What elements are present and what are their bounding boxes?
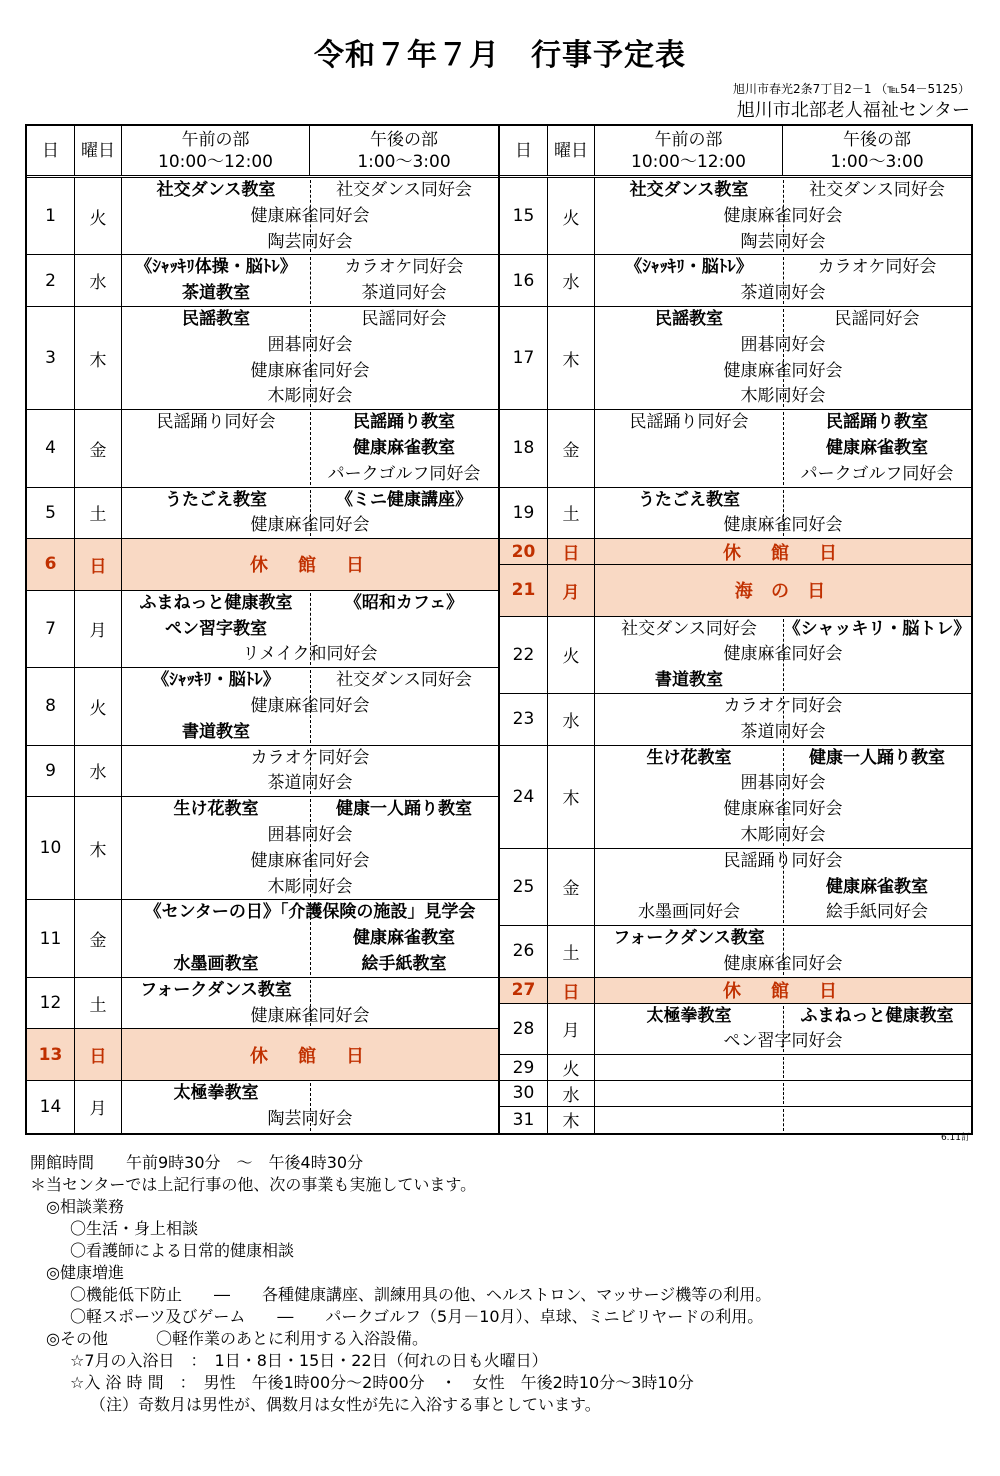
header-pm [310,126,498,175]
event-full: 囲碁同好会 [267,824,353,845]
weekday: 金 [75,900,122,976]
event-full: 陶芸同好会 [267,1108,353,1129]
event-pm: 社交ダンス同好会 [336,670,472,691]
event-pm: カラオケ同好会 [817,257,937,278]
day-number: 31 [500,1107,548,1133]
event-am: 水墨画同好会 [638,902,740,923]
event-full: 健康麻雀同好会 [250,515,370,536]
header-pm-time: 1:00～3:00 [357,151,451,172]
event-am: 社交ダンス教室 [156,180,276,200]
bath-note: （注）奇数月は男性が、偶数月は女性が先に入浴する事としています。 [90,1395,601,1414]
events-cell [122,307,498,409]
table-row [500,307,971,410]
bath-days: ☆7月の入浴日 ： 1日・8日・15日・22日（何れの日も火曜日） [70,1351,548,1370]
table-row [500,1081,971,1107]
events-cell [595,1107,971,1133]
page-title: 令和７年７月 行事予定表 [314,38,686,73]
day-number: 12 [27,978,75,1029]
header-weekday: 曜日 [548,126,595,175]
day-number: 20 [500,539,548,564]
event-full: 陶芸同好会 [740,231,826,252]
event-full: 民謡踊り同好会 [723,850,843,871]
weekday: 日 [548,539,595,564]
closed-day-row [500,539,971,565]
event-full: 茶道同好会 [267,773,353,794]
header-day: 日 [27,126,75,175]
day-number: 18 [500,410,548,486]
event-full: カラオケ同好会 [250,747,370,768]
event-am: ふまねっと健康教室 [139,592,293,613]
revision-note: 6.11訂 [940,1133,970,1143]
weekday: 水 [75,255,122,306]
closed-label: 休 館 日 [250,1045,370,1067]
event-full: 健康麻雀同好会 [723,515,843,536]
day-number: 11 [27,900,75,976]
event-full: 囲碁同好会 [740,334,826,355]
events-cell [595,488,971,539]
event-pm: 健康麻雀教室 [826,437,928,458]
table-row [27,178,498,255]
day-number: 10 [27,797,75,899]
am-pm-divider [783,1109,784,1131]
day-number: 4 [27,410,75,486]
events-cell [122,797,498,899]
day-number: 24 [500,746,548,848]
am-pm-divider [783,1057,784,1078]
schedule-table-left [25,124,500,1135]
weekday: 土 [75,978,122,1029]
health-item: 〇軽スポーツ及びゲーム ― パークゴルフ（5月－10月）、卓球、ミニビリヤードの利用。 [70,1307,764,1326]
table-row [27,591,498,668]
table-header [500,126,971,178]
weekday: 火 [548,617,595,693]
table-row [27,900,498,977]
event-am: 社交ダンス教室 [629,180,749,200]
events-cell [595,410,971,486]
header-am [595,126,783,175]
day-number: 6 [27,539,75,590]
events-cell [595,1004,971,1055]
day-number: 19 [500,488,548,539]
day-number: 2 [27,255,75,306]
event-pm: 茶道同好会 [361,283,447,304]
event-pm: 《昭和カフェ》 [344,592,464,613]
event-full: 茶道同好会 [740,721,826,742]
table-row [27,978,498,1030]
weekday: 木 [548,1107,595,1133]
events-cell [595,1081,971,1106]
events-cell [122,488,498,539]
day-number: 22 [500,617,548,693]
events-cell [595,926,971,977]
event-am: 書道教室 [182,721,250,742]
event-full: 《センターの日》「介護保険の施設」見学会 [144,902,476,923]
weekday: 水 [548,255,595,306]
event-am: うたごえ教室 [165,489,267,510]
event-full: 茶道同好会 [740,283,826,304]
event-pm: 民謡同好会 [361,309,447,329]
day-number: 21 [500,565,548,616]
event-pm: 健康麻雀教室 [826,876,928,897]
header-weekday: 曜日 [75,126,122,175]
weekday: 日 [75,539,122,590]
day-number: 28 [500,1004,548,1055]
table-row [27,1081,498,1133]
table-body [27,178,498,1133]
events-cell [122,668,498,744]
table-row [27,668,498,745]
weekday: 金 [548,410,595,486]
table-row [500,410,971,487]
table-row [500,849,971,926]
event-am: 《ｼｬｯｷﾘ・脳ﾄﾚ》 [152,670,280,691]
table-body [500,178,971,1133]
event-pm: 民謡同好会 [834,309,920,329]
event-am: 生け花教室 [646,747,732,768]
am-pm-divider [783,1083,784,1104]
closed-label: 休 館 日 [723,981,843,1003]
event-am: 生け花教室 [173,799,259,820]
events-cell [595,539,971,564]
consult-item: 〇看護師による日常的健康相談 [70,1241,295,1260]
bath-times: ☆入 浴 時 間 ： 男性 午後1時00分～2時00分 ・ 女性 午後2時10分～3時10分 [70,1373,694,1392]
events-cell [122,978,498,1029]
day-number: 29 [500,1055,548,1080]
weekday: 土 [548,926,595,977]
event-pm: 健康麻雀教室 [353,928,455,949]
table-row [27,746,498,798]
event-pm: 民謡踊り教室 [826,412,928,433]
event-pm: 民謡踊り教室 [353,412,455,433]
weekday: 木 [75,307,122,409]
event-full: ペン習字同好会 [723,1031,843,1052]
event-full: カラオケ同好会 [723,696,843,716]
event-full: 囲碁同好会 [740,773,826,794]
events-cell [122,746,498,797]
event-full: 健康麻雀同好会 [723,644,843,665]
day-number: 25 [500,849,548,925]
closed-label: 休 館 日 [723,542,843,564]
weekday: 木 [548,746,595,848]
event-full: 健康麻雀同好会 [250,1005,370,1026]
event-am: 《ｼｬｯｷﾘ体操・脳ﾄﾚ》 [135,257,297,278]
event-pm: カラオケ同好会 [344,257,464,278]
table-row [500,1107,971,1133]
address: 旭川市春光2条7丁目2－1 （℡54－5125） [732,82,970,96]
event-full: 健康麻雀同好会 [723,953,843,974]
table-row [27,410,498,487]
weekday: 土 [548,488,595,539]
table-row [500,1004,971,1056]
consult-item: 〇生活・身上相談 [70,1219,199,1238]
closed-day-row [27,539,498,591]
event-full: 健康麻雀同好会 [723,205,843,226]
notes-section [30,1152,970,1416]
event-pm: パークゴルフ同好会 [800,463,954,484]
table-row [500,926,971,978]
day-number: 17 [500,307,548,409]
table-row [27,488,498,540]
events-cell [122,1029,498,1080]
header-pm [783,126,971,175]
day-number: 13 [27,1029,75,1080]
opening-hours: 開館時間 午前9時30分 ～ 午後4時30分 [30,1153,364,1172]
weekday: 日 [548,978,595,1003]
header-am [122,126,310,175]
event-am: 水墨画教室 [173,953,259,974]
event-am: 民謡教室 [655,309,723,329]
closed-day-row [500,978,971,1004]
table-row [500,488,971,540]
day-number: 23 [500,694,548,745]
event-am: 《ｼｬｯｷﾘ・脳ﾄﾚ》 [625,257,753,278]
events-cell [595,1055,971,1080]
day-number: 5 [27,488,75,539]
other-title: ◎その他 〇軽作業のあとに利用する入浴設備。 [46,1329,428,1348]
events-cell [595,178,971,254]
event-pm: ふまねっと健康教室 [800,1005,954,1026]
event-full: 健康麻雀同好会 [723,799,843,820]
day-number: 3 [27,307,75,409]
event-pm: 絵手紙同好会 [826,902,928,923]
event-am: フォークダンス教室 [140,979,292,1000]
table-row [500,694,971,746]
event-am: 書道教室 [655,670,723,691]
event-full: 木彫同好会 [740,824,826,845]
events-cell [122,539,498,590]
event-am: 社交ダンス同好会 [621,618,757,639]
table-row [27,307,498,410]
day-number: 15 [500,178,548,254]
day-number: 27 [500,978,548,1003]
day-number: 8 [27,668,75,744]
event-am: フォークダンス教室 [613,928,765,949]
header-am-title: 午前の部 [181,129,250,150]
event-am: うたごえ教室 [638,489,740,510]
event-am: ペン習字教室 [165,618,267,639]
notes-intro: ＊当センターでは上記行事の他、次の事業も実施しています。 [30,1175,477,1194]
organization-name: 旭川市北部老人福祉センター [736,100,970,121]
event-pm: 絵手紙教室 [361,953,447,974]
events-cell [595,565,971,616]
events-cell [122,591,498,667]
header-am-time: 10:00～12:00 [631,151,746,172]
event-am: 民謡教室 [182,309,250,329]
events-cell [595,746,971,848]
event-am: 太極拳教室 [173,1083,259,1103]
table-row [500,1055,971,1081]
header-am-time: 10:00～12:00 [158,151,273,172]
schedule-table-right [498,124,973,1135]
weekday: 金 [548,849,595,925]
table-row [500,178,971,255]
event-am: 太極拳教室 [646,1005,732,1026]
weekday: 木 [548,307,595,409]
event-am: 民謡踊り同好会 [156,412,276,433]
table-row [500,617,971,694]
table-row [27,255,498,307]
event-pm: 健康麻雀教室 [353,437,455,458]
weekday: 土 [75,488,122,539]
day-number: 30 [500,1081,548,1106]
weekday: 月 [75,591,122,667]
event-full: 健康麻雀同好会 [250,360,370,381]
weekday: 火 [548,1055,595,1080]
weekday: 日 [75,1029,122,1080]
health-title: ◎健康増進 [46,1263,124,1282]
event-full: 木彫同好会 [740,386,826,407]
events-cell [595,849,971,925]
table-row [500,255,971,307]
table-row [500,746,971,849]
header-pm-time: 1:00～3:00 [830,151,924,172]
table-row [27,797,498,900]
events-cell [595,978,971,1003]
weekday: 火 [75,668,122,744]
events-cell [122,410,498,486]
event-full: リメイク和同好会 [242,644,378,665]
day-number: 14 [27,1081,75,1133]
events-cell [122,1081,498,1133]
event-full: 陶芸同好会 [267,231,353,252]
day-number: 9 [27,746,75,797]
event-pm: 健康一人踊り教室 [336,799,472,820]
event-full: 木彫同好会 [267,876,353,897]
event-full: 木彫同好会 [267,386,353,407]
events-cell [122,178,498,254]
events-cell [595,694,971,745]
event-pm: 健康一人踊り教室 [809,747,945,768]
closed-day-row [500,565,971,617]
day-number: 1 [27,178,75,254]
event-full: 囲碁同好会 [267,334,353,355]
event-pm: 社交ダンス同好会 [336,180,472,200]
day-number: 7 [27,591,75,667]
day-number: 16 [500,255,548,306]
weekday: 火 [548,178,595,254]
event-pm: パークゴルフ同好会 [327,463,481,484]
weekday: 金 [75,410,122,486]
weekday: 木 [75,797,122,899]
weekday: 火 [75,178,122,254]
weekday: 水 [548,1081,595,1106]
weekday: 月 [548,1004,595,1055]
day-number: 26 [500,926,548,977]
header-am-title: 午前の部 [654,129,723,150]
event-am: 茶道教室 [182,283,250,304]
weekday: 月 [548,565,595,616]
events-cell [122,255,498,306]
events-cell [595,617,971,693]
closed-day-row [27,1029,498,1081]
weekday: 水 [75,746,122,797]
event-pm: 社交ダンス同好会 [809,180,945,200]
holiday-label: 海 の 日 [734,581,832,603]
events-cell [122,900,498,976]
event-full: 健康麻雀同好会 [250,205,370,226]
event-am: 民謡踊り同好会 [629,412,749,433]
weekday: 水 [548,694,595,745]
header-pm-title: 午後の部 [370,129,438,150]
event-full: 健康麻雀同好会 [723,360,843,381]
consult-title: ◎相談業務 [46,1197,124,1216]
health-item: 〇機能低下防止 ― 各種健康講座、訓練用具の他、ヘルストロン、マッサージ機等の利用。 [70,1285,772,1304]
header-day: 日 [500,126,548,175]
weekday: 月 [75,1081,122,1133]
header-pm-title: 午後の部 [843,129,911,150]
events-cell [595,255,971,306]
events-cell [595,307,971,409]
event-pm: 《シャッキリ・脳トレ》 [783,618,971,639]
event-full: 健康麻雀同好会 [250,695,370,716]
event-full: 健康麻雀同好会 [250,850,370,871]
event-pm: 《ミニ健康講座》 [336,489,472,510]
closed-label: 休 館 日 [250,555,370,577]
table-header [27,126,498,178]
